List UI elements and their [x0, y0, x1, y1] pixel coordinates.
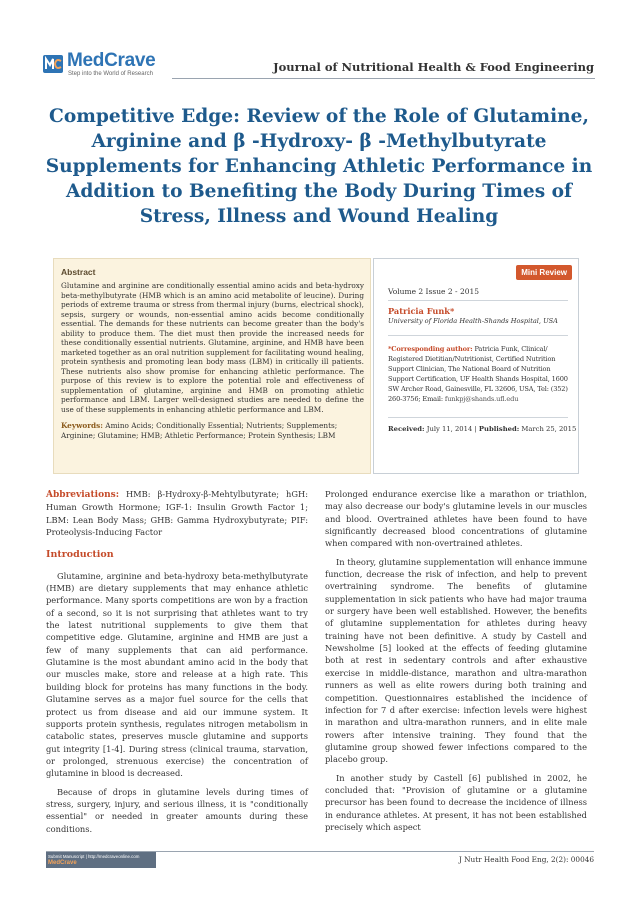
- info-divider: [388, 300, 568, 301]
- paragraph: Glutamine, arginine and beta-hydroxy beta-methylbutyrate (HMB) are dietary supplements that may enhance athletic performance. Many sports competitions are won by a fraction of a second, so it is not surprising that athletes want to try the latest nutritional supplements to give them that competitive edge. Glutamine, arginine and HMB are just a few of many supplements that can aid performance. Glutamine is the most abundant amino acid in the body that our muscles make, store and release at a high rate. This building block for proteins has many functions in the body. Glutamine serves as a major fuel source for the cells that protect us from disease and aid our immune system. It supports protein synthesis, regulates nitrogen metabolism in catabolic states, preserves muscle glutamine and supports gut integrity [1-4]. During stress (clinical trauma, starvation, or prolonged, strenuous exercise) the concentration of glutamine in blood is decreased.: [46, 570, 308, 779]
- footer-brand: MedCrave: [48, 860, 77, 866]
- abstract-text: Glutamine and arginine are conditionally essential amino acids and beta-hydroxy beta-methylbutyrate (HMB which is an amino acid metabolite of leucine). During periods of extreme trauma or stress from thermal injury (burns, electrical shock), sepsis, surgery or wounds, non-essential amino acids become conditionally essential. The demands for these nutrients can become greater than the body's ability to produce them. The diet must then provide the increased needs for these conditionally essential nutrients. Glutamine, arginine, and HMB have been marketed together as an oral nutrition supplement for facilitating wound healing, protein synthesis and promoting lean body mass (LBM) in critically ill patients. These nutrients also show promise for enhancing athletic performance. The purpose of this review is to explore the potential role and effectiveness of supplementation of glutamine, arginine and HMB on promoting athletic performance and LBM. Larger well-designed studies are needed to define the use of these supplements in enhancing athletic performance and LBM.: [61, 281, 364, 414]
- author-affiliation: University of Florida Health-Shands Hospital, USA: [388, 317, 558, 325]
- volume-issue: Volume 2 Issue 2 - 2015: [388, 287, 480, 296]
- submit-manuscript-link[interactable]: Submit Manuscript | http://medcraveonline.com: [48, 854, 140, 859]
- keywords: [61, 421, 364, 440]
- brand-tagline: Step into the World of Research: [68, 71, 153, 77]
- received-date: July 11, 2014: [426, 425, 473, 433]
- article-info-box: [373, 258, 579, 474]
- corresponding-label: *Corresponding author:: [388, 345, 473, 353]
- abstract-box: [53, 258, 371, 474]
- email-link[interactable]: funkpj@shands.ufl.edu: [444, 395, 519, 403]
- keywords-label: Keywords:: [61, 421, 103, 430]
- paragraph: Prolonged endurance exercise like a marathon or triathlon, may also decrease our body's glutamine levels in our muscles and blood. Overtrained athletes have been found to have significantly decreased blood concentrations of glutamine when compared with non-overtrained athletes.: [325, 489, 587, 549]
- body-column-left: [46, 488, 308, 835]
- article-dates: Received: July 11, 2014 | Published: March 25, 2015: [388, 425, 577, 433]
- keywords-text: Amino Acids; Conditionally Essential; Nutrients; Supplements; Arginine; Glutamine; HMB; Athletic Performance; Protein Synthesis; LBM: [61, 421, 338, 440]
- page-header: [0, 0, 638, 92]
- abbreviations: [46, 488, 308, 538]
- author-name[interactable]: Patricia Funk*: [388, 306, 455, 316]
- body-column-right: [325, 488, 587, 833]
- paragraph: Because of drops in glutamine levels during times of stress, surgery, injury, and serious illness, it is "conditionally essential" or needed in greater amounts during these conditions.: [46, 786, 308, 834]
- medcrave-logo[interactable]: [42, 50, 172, 80]
- section-heading-introduction: Introduction: [46, 549, 114, 561]
- brand-name: MedCrave: [67, 50, 156, 71]
- abbreviations-label: Abbreviations:: [46, 490, 120, 500]
- info-divider: [388, 417, 568, 418]
- medcrave-logo-icon: [42, 53, 64, 75]
- header-divider: [172, 78, 595, 79]
- corresponding-author: [388, 344, 574, 404]
- received-label: Received:: [388, 425, 425, 433]
- citation: J Nutr Health Food Eng, 2(2): 00046: [458, 855, 594, 864]
- published-date: March 25, 2015: [521, 425, 577, 433]
- article-title: Competitive Edge: Review of the Role of Glutamine, Arginine and β -Hydroxy- β -Methylbutyrate Supplements for Enhancing Athletic Performance in Addition to Benefiting the Body During Times of Stress, Illness and Wound Healing: [45, 106, 593, 227]
- corresponding-text: Patricia Funk, Clinical/ Registered Dietitian/Nutritionist, Certified Nutrition Support Clinician, The National Board of Nutrition Support Certification, UF Health Shands Hospital, 1600 SW Archer Road, Gainesville, FL 32606, USA, Tel: (352) 260-3756; Email:: [388, 345, 568, 403]
- paragraph: In another study by Castell [6] published in 2002, he concluded that: "Provision of glutamine or a glutamine precursor has been found to decrease the incidence of illness in endurance athletes. At present, it has not been established precisely which aspect: [325, 772, 587, 832]
- article-type-badge: Mini Review: [516, 265, 572, 280]
- abstract-heading: Abstract: [61, 267, 96, 277]
- abbreviations-text: HMB: β-Hydroxy-β-Mehtylbutyrate; hGH: Human Growth Hormone; IGF-1: Insulin Growth Factor 1; LBM: Lean Body Mass; GHB: Gamma Hydroxybutyrate; PIF: Proteolysis-Inducing Factor: [46, 489, 308, 538]
- published-label: Published:: [478, 425, 520, 433]
- info-divider: [388, 335, 568, 336]
- paragraph: In theory, glutamine supplementation will enhance immune function, decrease the risk of infection, and help to prevent overtraining syndrome. The benefits of glutamine supplementation in sick patients who have had major trauma or surgery have been well established. However, the benefits of glutamine supplementation for athletes during heavy training have not been definitive. A study by Castell and Newsholme [5] looked at the effects of feeding glutamine both at rest in sedentary controls and after exhaustive exercise in middle-distance, marathon and ultra-marathon runners as well as elite rowers during both training and competition. Questionnaires established the incidence of infection for 7 d after exercise: infection levels were highest in marathon and ultra-marathon runners, and in elite male rowers after intensive training. They found that the glutamine group showed fewer infections compared to the placebo group.: [325, 556, 587, 765]
- footer-submit-banner[interactable]: [46, 852, 156, 868]
- journal-title: Journal of Nutritional Health & Food Engineering: [273, 60, 594, 74]
